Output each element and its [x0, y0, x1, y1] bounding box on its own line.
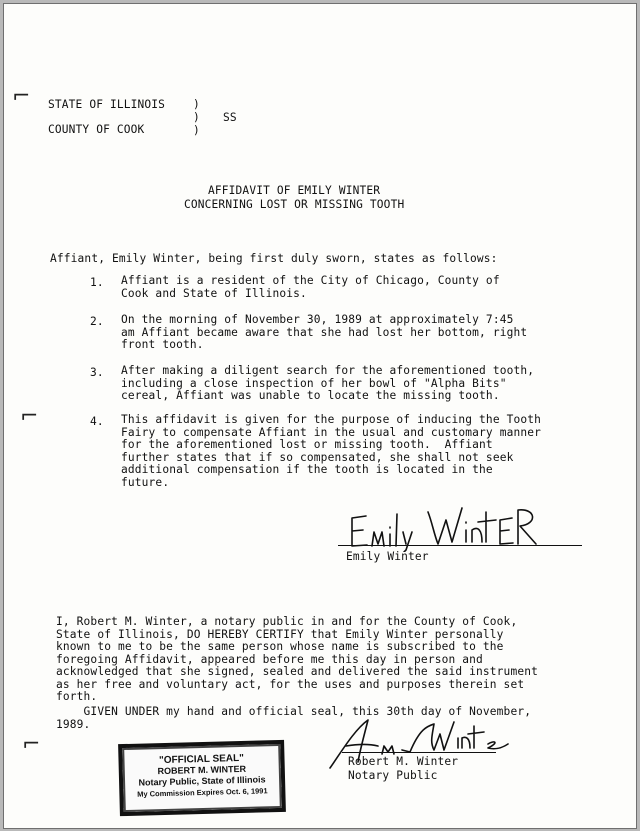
- affiant-printed-name: Emily Winter: [346, 550, 429, 563]
- official-notary-seal-stamp: [118, 740, 286, 816]
- seal-commission-expiry: My Commission Expires Oct. 6, 1991: [137, 786, 268, 799]
- document-title-line1: AFFIDAVIT OF EMILY WINTER: [208, 184, 381, 197]
- caption-county: COUNTY OF COOK: [48, 123, 145, 136]
- caption-state: STATE OF ILLINOIS: [48, 98, 166, 111]
- caption-paren-1: ): [193, 98, 200, 111]
- document-title-line2: CONCERNING LOST OR MISSING TOOTH: [184, 198, 405, 211]
- caption-ss: SS: [223, 111, 237, 124]
- punch-mark-bottom: ⌐: [22, 732, 41, 757]
- item-3-number: 3.: [90, 366, 104, 379]
- item-1-text: Affiant is a resident of the City of Chicago, County of Cook and State of Illinois.: [121, 274, 500, 300]
- intro-statement: Affiant, Emily Winter, being first duly sworn, states as follows:: [50, 252, 498, 265]
- punch-mark-top: ⌐: [12, 84, 31, 109]
- caption-paren-2: ): [193, 111, 200, 124]
- notary-signature-line: [342, 752, 496, 753]
- notary-name: Robert M. Winter: [348, 755, 459, 768]
- item-1-number: 1.: [90, 276, 104, 289]
- punch-mark-middle: ⌐: [20, 404, 39, 429]
- seal-notary-name: ROBERT M. WINTER: [157, 763, 247, 777]
- caption-paren-3: ): [193, 124, 200, 137]
- item-2-number: 2.: [90, 315, 104, 328]
- given-under-seal-statement: GIVEN UNDER my hand and official seal, this 30th day of November, 1989.: [56, 705, 532, 731]
- affidavit-page: [3, 3, 637, 829]
- item-3-text: After making a diligent search for the aforementioned tooth, including a close inspection of her bowl of "Alpha Bits" cereal, Affiant was unable to locate the missing tooth.: [121, 364, 535, 402]
- item-2-text: On the morning of November 30, 1989 at approximately 7:45 am Affiant became aware that she had lost her bottom, right front tooth.: [121, 313, 528, 351]
- seal-jurisdiction: Notary Public, State of Illinois: [138, 774, 266, 788]
- item-4-text: This affidavit is given for the purpose of inducing the Tooth Fairy to compensate Affiant in the usual and customary manner for the aforementioned lost or missing tooth. Affiant further states that if so compensated, she shall not seek additional compensation if the tooth is located in the future.: [121, 413, 542, 489]
- affiant-signature-line: [338, 545, 582, 546]
- notary-title: Notary Public: [348, 769, 438, 782]
- notary-certification-paragraph: I, Robert M. Winter, a notary public in and for the County of Cook, State of Illinois, DO HEREBY CERTIFY that Emily Winter personally known to me to be the same person whose name is subscribed to the foregoing Affidavit, appeared before me this day in person and acknowledged that she signed, sealed and delivered the said instrument as her free and voluntary act, for the uses and purposes therein set forth.: [56, 615, 538, 703]
- seal-heading: "OFFICIAL SEAL": [158, 752, 245, 767]
- item-4-number: 4.: [90, 415, 104, 428]
